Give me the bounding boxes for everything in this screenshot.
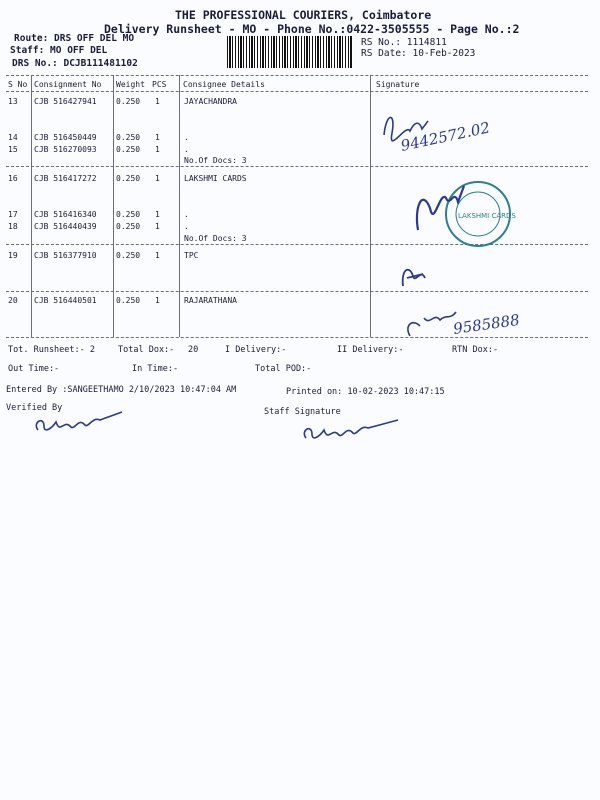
runsheet-subtitle: Delivery Runsheet - MO - Phone No.:0422-3505555 - Page No.:2 [104,22,520,36]
row-consignee: . [184,210,189,219]
row-consignee: . [184,222,189,231]
row-consignment: CJB 516270093 [34,145,97,154]
total-dox-label: Total Dox:- [118,345,175,355]
row-consignee: TPC [184,251,199,260]
row-pcs: 1 [155,251,160,260]
row-docs-count: No.Of Docs: 3 [184,234,247,243]
row-weight: 0.250 [116,133,141,142]
col-header-consignee: Consignee Details [183,80,265,89]
signature-row13 [376,93,516,163]
row-consignee: RAJARATHANA [184,296,237,305]
verified-by-label: Verified By [6,403,63,413]
row-consignee: LAKSHMI CARDS [184,174,247,183]
in-time: In Time:- [132,364,179,374]
col-header-pcs: PCS [152,80,167,89]
company-title: THE PROFESSIONAL COURIERS, Coimbatore [175,8,432,22]
row-sno: 17 [8,210,18,219]
rtn-dox: RTN Dox:- [452,345,499,355]
verified-by-signature [30,404,130,444]
signature-row19 [395,258,435,294]
row-consignee: . [184,133,189,142]
row-weight: 0.250 [116,145,141,154]
row-consignment: CJB 516427941 [34,97,97,106]
barcode-image [227,36,353,68]
row-sno: 15 [8,145,18,154]
row-pcs: 1 [155,296,160,305]
rs-number: RS No.: 1114811 [361,37,447,48]
row-weight: 0.250 [116,251,141,260]
entered-by: Entered By :SANGEETHAMO 2/10/2023 10:47:04 AM [6,385,237,395]
signature-phone-20: 9585888 [452,310,521,338]
row-pcs: 1 [155,222,160,231]
rs-date: RS Date: 10-Feb-2023 [361,48,476,59]
row-consignee: JAYACHANDRA [184,97,237,106]
row-weight: 0.250 [116,97,141,106]
out-time: Out Time:- [8,364,60,374]
row-pcs: 1 [155,174,160,183]
signature-phone-13: 9442572.02 [399,118,492,155]
col-header-weight: Weight [116,80,145,89]
row-pcs: 1 [155,145,160,154]
row-sno: 13 [8,97,18,106]
row-consignment: CJB 516416340 [34,210,97,219]
ii-delivery: II Delivery:- [337,345,404,355]
row-consignment: CJB 516440439 [34,222,97,231]
total-dox-value: 20 [188,345,199,355]
route-label: Route: DRS OFF DEL MO [14,33,135,44]
row-weight: 0.250 [116,174,141,183]
printed-on: Printed on: 10-02-2023 10:47:15 [286,387,445,397]
row-weight: 0.250 [116,222,141,231]
row-sno: 19 [8,251,18,260]
row-consignee: . [184,145,189,154]
stamp-and-signature-row16 [400,168,530,258]
stamp-text: LAKSHMI CARDS [458,212,516,220]
row-sno: 18 [8,222,18,231]
row-sno: 20 [8,296,18,305]
row-pcs: 1 [155,133,160,142]
col-header-signature: Signature [376,80,420,89]
row-sno: 14 [8,133,18,142]
staff-label: Staff: MO OFF DEL [10,45,108,56]
row-consignment: CJB 516440501 [34,296,97,305]
row-sno: 16 [8,174,18,183]
drs-number: DRS No.: DCJB111481102 [12,58,138,69]
row-consignment: CJB 516417272 [34,174,97,183]
total-runsheet: Tot. Runsheet:- 2 [8,345,95,355]
row-weight: 0.250 [116,210,141,219]
row-consignment: CJB 516377910 [34,251,97,260]
col-header-sno: S No [8,80,28,89]
row-pcs: 1 [155,210,160,219]
i-delivery: I Delivery:- [225,345,287,355]
row-consignment: CJB 516450449 [34,133,97,142]
row-weight: 0.250 [116,296,141,305]
staff-signature-label: Staff Signature [264,407,341,417]
row-docs-count: No.Of Docs: 3 [184,156,247,165]
col-header-consignment: Consignment No [34,80,102,89]
staff-signature-image [298,410,408,450]
signature-row20 [400,296,570,346]
total-pod: Total POD:- [255,364,312,374]
row-pcs: 1 [155,97,160,106]
